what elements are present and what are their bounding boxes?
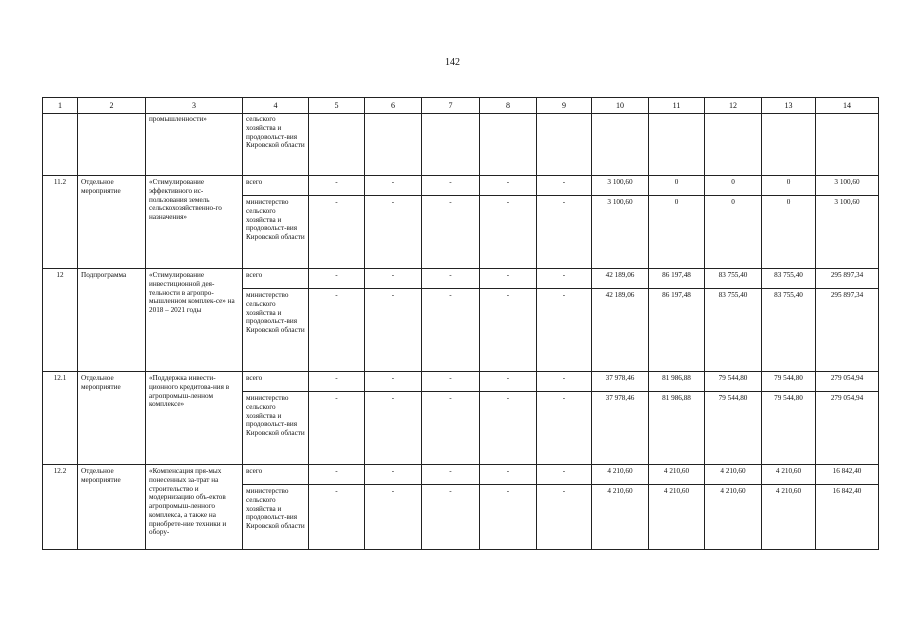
- table-cell: [78, 114, 146, 176]
- row-type: Отдельное мероприятие: [78, 465, 146, 550]
- value-cell: 279 054,94: [816, 372, 879, 392]
- value-cell: -: [309, 392, 365, 465]
- table-cell: [592, 114, 649, 176]
- value-cell: 37 978,46: [592, 392, 649, 465]
- column-header: 4: [243, 98, 309, 114]
- value-cell: -: [309, 269, 365, 289]
- value-cell: 79 544,80: [705, 372, 762, 392]
- funding-source: министерство сельского хозяйства и продовольст-вия Кировской области: [243, 392, 309, 465]
- value-cell: 83 755,40: [705, 269, 762, 289]
- row-number: 12.2: [43, 465, 78, 550]
- value-cell: -: [422, 485, 480, 550]
- value-cell: 279 054,94: [816, 392, 879, 465]
- value-cell: 4 210,60: [649, 485, 705, 550]
- value-cell: 4 210,60: [649, 465, 705, 485]
- column-header: 14: [816, 98, 879, 114]
- page-number: 142: [445, 57, 460, 68]
- value-cell: -: [365, 269, 422, 289]
- value-cell: 83 755,40: [762, 289, 816, 372]
- value-cell: 16 842,40: [816, 485, 879, 550]
- header-row: [43, 98, 879, 114]
- value-cell: 81 986,88: [649, 392, 705, 465]
- value-cell: -: [480, 289, 537, 372]
- value-cell: 86 197,48: [649, 289, 705, 372]
- value-cell: 3 100,60: [816, 176, 879, 196]
- value-cell: -: [537, 289, 592, 372]
- table-cell: [309, 114, 365, 176]
- value-cell: -: [365, 196, 422, 269]
- value-cell: 0: [705, 176, 762, 196]
- value-cell: -: [537, 196, 592, 269]
- value-cell: -: [365, 392, 422, 465]
- value-cell: 0: [705, 196, 762, 269]
- table-row: [43, 372, 879, 392]
- column-header: 6: [365, 98, 422, 114]
- value-cell: 4 210,60: [592, 485, 649, 550]
- column-header: 12: [705, 98, 762, 114]
- value-cell: -: [480, 176, 537, 196]
- value-cell: -: [422, 196, 480, 269]
- value-cell: -: [309, 372, 365, 392]
- value-cell: -: [309, 485, 365, 550]
- funding-source: всего: [243, 372, 309, 392]
- value-cell: 79 544,80: [762, 392, 816, 465]
- value-cell: -: [422, 176, 480, 196]
- continuation-row: [43, 114, 879, 176]
- value-cell: 4 210,60: [762, 465, 816, 485]
- value-cell: -: [480, 372, 537, 392]
- value-cell: 79 544,80: [762, 372, 816, 392]
- value-cell: 295 897,34: [816, 289, 879, 372]
- table-cell: [649, 114, 705, 176]
- table-cell: [762, 114, 816, 176]
- value-cell: -: [422, 392, 480, 465]
- value-cell: -: [365, 372, 422, 392]
- value-cell: -: [480, 392, 537, 465]
- value-cell: -: [480, 196, 537, 269]
- value-cell: -: [537, 269, 592, 289]
- value-cell: 42 189,06: [592, 269, 649, 289]
- funding-source: министерство сельского хозяйства и продовольст-вия Кировской области: [243, 289, 309, 372]
- table-row: [43, 269, 879, 289]
- value-cell: -: [309, 196, 365, 269]
- row-type: Подпрограмма: [78, 269, 146, 372]
- value-cell: 79 544,80: [705, 392, 762, 465]
- row-name: «Поддержка инвести-ционного кредитова-ния в агропромыш-ленном комплексе»: [146, 372, 243, 465]
- value-cell: -: [537, 372, 592, 392]
- value-cell: 3 100,60: [816, 196, 879, 269]
- column-header: 7: [422, 98, 480, 114]
- column-header: 1: [43, 98, 78, 114]
- column-header: 9: [537, 98, 592, 114]
- funding-source: всего: [243, 176, 309, 196]
- row-number: 11.2: [43, 176, 78, 269]
- value-cell: 4 210,60: [592, 465, 649, 485]
- value-cell: -: [537, 485, 592, 550]
- value-cell: -: [480, 269, 537, 289]
- value-cell: -: [422, 465, 480, 485]
- value-cell: 0: [649, 176, 705, 196]
- column-header: 5: [309, 98, 365, 114]
- value-cell: 81 986,88: [649, 372, 705, 392]
- value-cell: -: [422, 372, 480, 392]
- value-cell: 3 100,60: [592, 176, 649, 196]
- value-cell: 0: [762, 176, 816, 196]
- value-cell: 37 978,46: [592, 372, 649, 392]
- table-cell: [43, 114, 78, 176]
- row-type: Отдельное мероприятие: [78, 372, 146, 465]
- table-row: [43, 176, 879, 196]
- value-cell: -: [365, 485, 422, 550]
- value-cell: -: [480, 465, 537, 485]
- table-cell: [422, 114, 480, 176]
- table-cell: [365, 114, 422, 176]
- budget-table: [42, 97, 879, 550]
- value-cell: 4 210,60: [762, 485, 816, 550]
- value-cell: 4 210,60: [705, 485, 762, 550]
- value-cell: 0: [649, 196, 705, 269]
- column-header: 3: [146, 98, 243, 114]
- funding-source: всего: [243, 269, 309, 289]
- value-cell: 0: [762, 196, 816, 269]
- value-cell: 42 189,06: [592, 289, 649, 372]
- table-cell: [537, 114, 592, 176]
- value-cell: 16 842,40: [816, 465, 879, 485]
- value-cell: -: [537, 176, 592, 196]
- value-cell: -: [309, 176, 365, 196]
- value-cell: -: [422, 289, 480, 372]
- value-cell: -: [537, 465, 592, 485]
- table-cell: [705, 114, 762, 176]
- value-cell: -: [365, 176, 422, 196]
- value-cell: -: [480, 485, 537, 550]
- value-cell: -: [309, 465, 365, 485]
- row-name: «Компенсация пря-мых понесенных за-трат на строительство и модернизацию объ-ектов агропромыш-ленного комплекса, а также на приобрете-ние техники и обору-: [146, 465, 243, 550]
- value-cell: 3 100,60: [592, 196, 649, 269]
- continuation-executor: сельского хозяйства и продовольст-вия Кировской области: [243, 114, 309, 176]
- value-cell: 295 897,34: [816, 269, 879, 289]
- value-cell: 83 755,40: [705, 289, 762, 372]
- continuation-name: промышленности»: [146, 114, 243, 176]
- funding-source: министерство сельского хозяйства и продовольст-вия Кировской области: [243, 485, 309, 550]
- row-type: Отдельное мероприятие: [78, 176, 146, 269]
- value-cell: -: [309, 289, 365, 372]
- column-header: 13: [762, 98, 816, 114]
- column-header: 2: [78, 98, 146, 114]
- value-cell: 4 210,60: [705, 465, 762, 485]
- column-header: 11: [649, 98, 705, 114]
- value-cell: 86 197,48: [649, 269, 705, 289]
- row-number: 12: [43, 269, 78, 372]
- column-header: 8: [480, 98, 537, 114]
- value-cell: -: [537, 392, 592, 465]
- value-cell: -: [365, 465, 422, 485]
- funding-source: министерство сельского хозяйства и продовольст-вия Кировской области: [243, 196, 309, 269]
- value-cell: 83 755,40: [762, 269, 816, 289]
- row-name: «Стимулирование инвестиционной дея-тельности в агропро-мышленном комплек-се» на 2018 – 2021 годы: [146, 269, 243, 372]
- value-cell: -: [365, 289, 422, 372]
- table-cell: [480, 114, 537, 176]
- table-row: [43, 465, 879, 485]
- row-name: «Стимулирование эффективного ис-пользования земель сельскохозяйственно-го назначения»: [146, 176, 243, 269]
- row-number: 12.1: [43, 372, 78, 465]
- column-header: 10: [592, 98, 649, 114]
- value-cell: -: [422, 269, 480, 289]
- funding-source: всего: [243, 465, 309, 485]
- table-cell: [816, 114, 879, 176]
